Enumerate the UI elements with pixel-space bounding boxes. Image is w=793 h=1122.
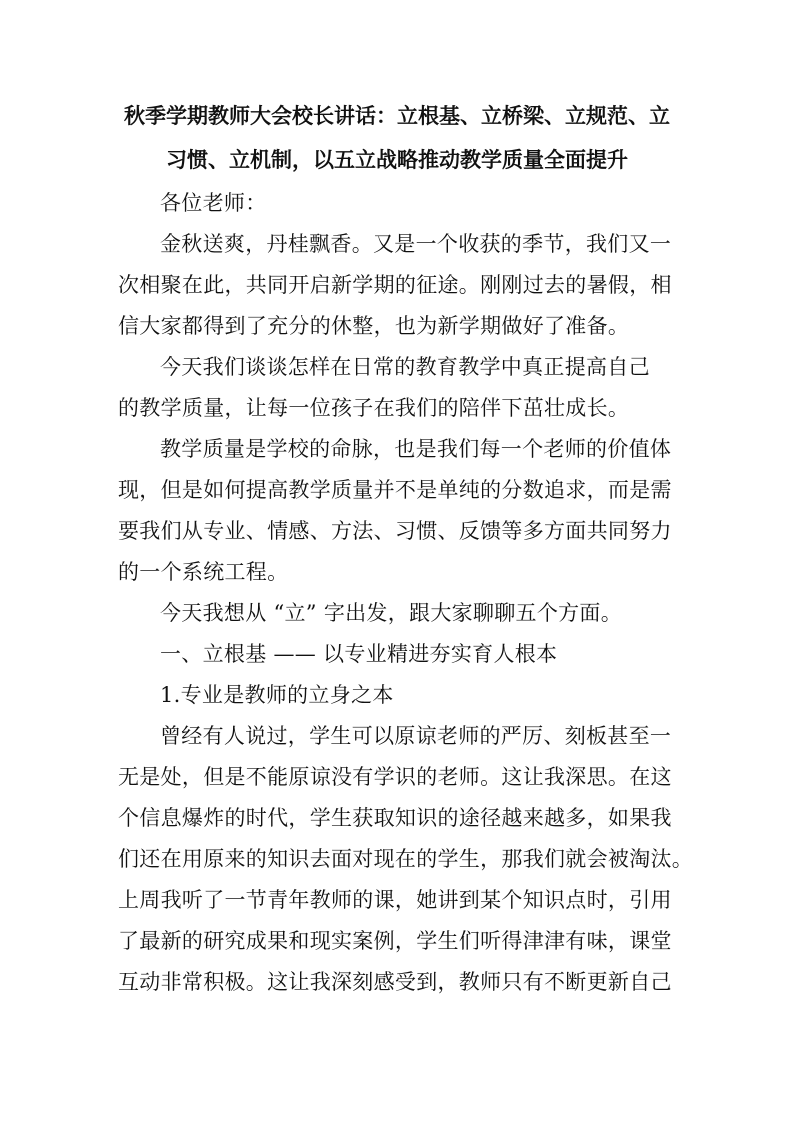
paragraph-line: 次相聚在此，共同开启新学期的征途。刚刚过去的暑假，相 [118,273,672,297]
paragraph-line: 信大家都得到了充分的休整，也为新学期做好了准备。 [118,314,630,338]
subsection-heading: 1.专业是教师的立身之本 [160,683,394,707]
paragraph-line: 现，但是如何提高教学质量并不是单纯的分数追求，而是需 [118,478,672,502]
paragraph-line: 金秋送爽，丹桂飘香。又是一个收获的季节，我们又一 [160,232,672,256]
paragraph-line: 的一个系统工程。 [118,560,289,584]
paragraph-line: 们还在用原来的知识去面对现在的学生，那我们就会被淘汰。 [118,847,694,871]
paragraph-line: 上周我听了一节青年教师的课，她讲到某个知识点时，引用 [118,888,672,912]
paragraph-line: 的教学质量，让每一位孩子在我们的陪伴下茁壮成长。 [118,396,630,420]
document-title-line-2: 习惯、立机制，以五立战略推动教学质量全面提升 [166,148,628,172]
paragraph-line: 互动非常积极。这让我深刻感受到，教师只有不断更新自己 [118,970,672,994]
section-heading: 一、立根基 —— 以专业精进夯实育人根本 [160,642,558,666]
paragraph-line: 无是处，但是不能原谅没有学识的老师。这让我深思。在这 [118,765,672,789]
paragraph-line: 了最新的研究成果和现实案例，学生们听得津津有味，课堂 [118,929,672,953]
paragraph-line: 今天我们谈谈怎样在日常的教育教学中真正提高自己 [160,355,650,379]
paragraph-line: 个信息爆炸的时代，学生获取知识的途径越来越多，如果我 [118,806,672,830]
paragraph-line: 要我们从专业、情感、方法、习惯、反馈等多方面共同努力 [118,519,672,543]
paragraph-line: 曾经有人说过，学生可以原谅老师的严厉、刻板甚至一 [160,724,672,748]
document-title-line-1: 秋季学期教师大会校长讲话：立根基、立桥梁、立规范、立 [124,104,670,128]
paragraph-line: 教学质量是学校的命脉，也是我们每一个老师的价值体 [160,437,672,461]
paragraph-line: 今天我想从 “立” 字出发，跟大家聊聊五个方面。 [160,601,623,625]
salutation: 各位老师： [160,191,267,215]
